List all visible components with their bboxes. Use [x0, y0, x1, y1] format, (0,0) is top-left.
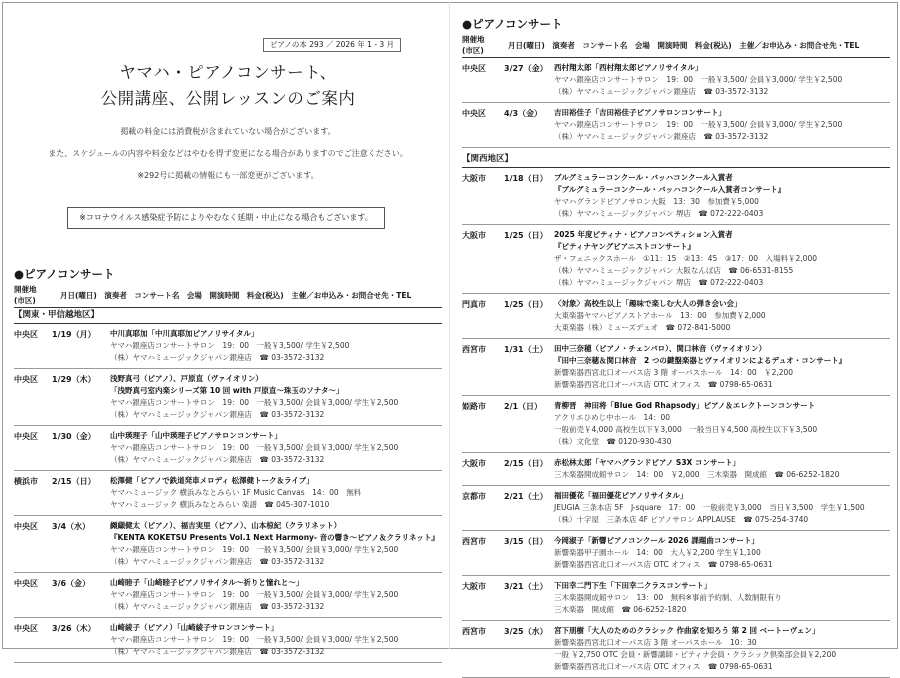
header-venue-right-line-2: (市区) [462, 46, 484, 55]
event-line: 吉田裕佳子「吉田裕佳子ピアノサロンコンサート」 [554, 108, 726, 117]
event-line: 三木楽器開成館サロン 14：00 ￥2,000 三木楽器 開成館 ☎ 06-6252-1820 [554, 470, 840, 479]
table-row [462, 396, 890, 453]
event-line: （株）ヤマハミュージックジャパン銀座店 ☎ 03-3572-3132 [110, 602, 325, 611]
event-line: 新響楽器西宮北口オーパス店 3 階 オーパスホール 10：30 [554, 638, 757, 647]
header-venue-right [462, 34, 485, 56]
event-line: 「浅野真弓室内楽シリーズ第 10 回 with 戸原直〜珠玉のソナタ〜」 [110, 386, 344, 395]
header-venue-line-2: (市区) [14, 296, 36, 305]
event-line: 今岡淑子「新響ピアノコンクール 2026 課題曲コンサート」 [554, 536, 759, 545]
event-city: 京都市 [462, 492, 486, 501]
event-date: 3/26（木） [52, 624, 96, 633]
left-events [14, 324, 442, 663]
event-city: 中央区 [14, 522, 38, 531]
table-row [14, 618, 442, 663]
event-details [110, 328, 442, 364]
event-date: 1/19（月） [52, 330, 96, 339]
event-date: 1/18（日） [504, 174, 548, 183]
event-details [554, 172, 890, 220]
event-line: 『KENTA KOKETSU Presents Vol.1 Next Harmony- 音の響き〜ピアノ＆クラリネット』 [110, 533, 439, 542]
event-line: （株）ヤマハミュージックジャパン 堺店 ☎ 072-222-0403 [554, 278, 764, 287]
event-line: ヤマハ銀座店コンサートサロン 19：00 一般￥3,500/ 会員￥3,000/ 学生￥2,500 [554, 75, 843, 84]
event-line: ヤマハ銀座店コンサートサロン 19：00 一般￥3,500/ 会員￥3,000/ 学生￥2,500 [110, 545, 399, 554]
table-row [462, 294, 890, 339]
event-line: 山中瑛理子「山中瑛理子ピアノサロンコンサート」 [110, 431, 282, 440]
event-line: 新響楽器西宮北口オーパス店 OTC オフィス ☎ 0798-65-0631 [554, 560, 773, 569]
event-line: 宮下朋樹「大人のためのクラシック 作曲家を知ろう 第 2 回 ベートーヴェン」 [554, 626, 820, 635]
event-line: （株）十字屋 三条本店 4F ピアノサロン APPLAUSE ☎ 075-254-3740 [554, 515, 809, 524]
event-line: （株）ヤマハミュージックジャパン 大阪なんば店 ☎ 06-6531-8155 [554, 266, 794, 275]
event-details [554, 62, 890, 98]
event-city: 西宮市 [462, 627, 486, 636]
event-date: 2/15（日） [52, 477, 96, 486]
event-line: 三木楽器 開成館 ☎ 06-6252-1820 [554, 605, 687, 614]
event-city: 姫路市 [462, 402, 486, 411]
event-details [110, 430, 442, 466]
event-date: 3/6（金） [52, 579, 91, 588]
event-line: JEUGIA 三条本店 5F J-square 17：00 一般前売￥3,000 当日￥3,500 学生￥1,500 [554, 503, 865, 512]
event-details [554, 400, 890, 448]
event-city: 中央区 [14, 330, 38, 339]
event-details [554, 535, 890, 571]
event-details [554, 457, 890, 481]
table-row [14, 369, 442, 426]
event-line: ヤマハ銀座店コンサートサロン 19：00 一般￥3,500/ 会員￥3,000/ 学生￥2,500 [110, 590, 399, 599]
event-line: ヤマハグランドピアノサロン大阪 13：30 参加費￥5,000 [554, 197, 759, 206]
left-concert-list [14, 266, 442, 663]
event-date: 1/30（金） [52, 432, 96, 441]
event-city: 門真市 [462, 300, 486, 309]
event-line: ヤマハ銀座店コンサートサロン 19：00 一般￥3,500/ 会員￥3,000/ 学生￥2,500 [110, 635, 399, 644]
event-details [554, 343, 890, 391]
event-city: 西宮市 [462, 345, 486, 354]
table-row [462, 168, 890, 225]
event-details [554, 298, 890, 334]
event-details [554, 107, 890, 143]
event-line: 田中三奈穂（ピアノ・チェンバロ）、関口林音（ヴァイオリン） [554, 344, 767, 353]
note-previous-issue: ※292号に掲載の情報にも一部変更がございます。 [137, 171, 319, 180]
event-line: ヤマハミュージック 横浜みなとみらい 楽譜 ☎ 045-307-1010 [110, 500, 330, 509]
covid-notice: ※コロナウイルス感染症予防によりやむなく延期・中止になる場合もございます。 [67, 207, 385, 229]
event-date: 4/3（金） [504, 109, 543, 118]
event-line: ヤマハ銀座店コンサートサロン 19：00 一般￥3,500/ 会員￥3,000/ 学生￥2,500 [110, 398, 399, 407]
header-venue [14, 284, 37, 306]
right-events [462, 168, 890, 678]
event-date: 2/21（土） [504, 492, 548, 501]
event-line: （株）ヤマハミュージックジャパン銀座店 ☎ 03-3572-3132 [554, 132, 769, 141]
table-row [14, 426, 442, 471]
event-line: 新響楽器甲子園ホール 14：00 大人￥2,200 学生￥1,100 [554, 548, 761, 557]
event-city: 中央区 [14, 624, 38, 633]
event-city: 西宮市 [462, 537, 486, 546]
table-row [14, 516, 442, 573]
event-date: 1/25（日） [504, 300, 548, 309]
event-city: 中央区 [14, 375, 38, 384]
event-city: 大阪市 [462, 174, 486, 183]
event-line: 新響楽器西宮北口オーパス店 OTC オフィス ☎ 0798-65-0631 [554, 662, 773, 671]
event-line: 〈対象〉高校生以上「趣味で楽しむ大人の弾き会い会」 [554, 299, 742, 308]
event-line: 『ブルグミュラーコンクール・バッハコンクール入賞者コンサート』 [554, 185, 786, 194]
event-date: 3/27（金） [504, 64, 548, 73]
event-city: 大阪市 [462, 582, 486, 591]
event-line: （株）ヤマハミュージックジャパン銀座店 ☎ 03-3572-3132 [110, 353, 325, 362]
event-line: 大東楽器ヤマハピアノストアホール 13：00 参加費￥2,000 [554, 311, 766, 320]
event-line: 福田優花「福田優花ピアノリサイタル」 [554, 491, 688, 500]
event-line: ヤマハ銀座店コンサートサロン 19：00 一般￥3,500/ 学生￥2,500 [110, 341, 350, 350]
event-line: 松澤健「ピアノで鉄道発車メロディ 松澤健トーク＆ライブ」 [110, 476, 314, 485]
event-city: 中央区 [462, 109, 486, 118]
event-city: 大阪市 [462, 459, 486, 468]
event-line: 浅野真弓（ピアノ）、戸原直（ヴァイオリン） [110, 374, 263, 383]
event-line: 赤松林太郎「ヤマハグランドピアノ S3X コンサート」 [554, 458, 740, 467]
event-details [110, 520, 442, 568]
event-line: 三木楽器開成館サロン 13：00 無料※事前予約制、人数制限有り [554, 593, 782, 602]
event-line: （株）ヤマハミュージックジャパン銀座店 ☎ 03-3572-3132 [110, 410, 325, 419]
right-concert-list [462, 16, 890, 678]
event-line: （株）ヤマハミュージックジャパン銀座店 ☎ 03-3572-3132 [110, 557, 325, 566]
header-venue-right-line-1: 開催地 [462, 35, 485, 44]
event-date: 3/25（水） [504, 627, 548, 636]
page-gutter [449, 2, 450, 649]
event-details [110, 373, 442, 421]
event-details [110, 475, 442, 511]
table-row [462, 58, 890, 103]
event-line: 山崎綾子（ピアノ）「山崎綾子サロンコンサート」 [110, 623, 279, 632]
event-details [554, 625, 890, 673]
event-line: ヤマハ銀座店コンサートサロン 19：00 一般￥3,500/ 会員￥3,000/ 学生￥2,500 [110, 443, 399, 452]
event-line: ブルグミュラーコンクール・バッハコンクール入賞者 [554, 173, 733, 182]
table-header-right [462, 34, 890, 58]
table-row [14, 471, 442, 516]
header-venue-line-1: 開催地 [14, 285, 37, 294]
event-date: 1/29（木） [52, 375, 96, 384]
event-line: 山崎睦子「山崎睦子ピアノリサイタル〜祈りと憧れと〜」 [110, 578, 304, 587]
event-line: 『田中三奈穂＆関口林音 2 つの鍵盤楽器とヴァイオリンによるデュオ・コンサート』 [554, 356, 847, 365]
event-line: 新響楽器西宮北口オーパス店 3 階 オーパスホール 14：00 ￥2,200 [554, 368, 794, 377]
event-line: 2025 年度ピティナ・ピアノコンペティション入賞者 [554, 230, 733, 239]
region-kansai: 【関西地区】 [462, 152, 890, 168]
table-row [14, 573, 442, 618]
event-line: 青柳晋 神田将「Blue God Rhapsody」ピアノ＆エレクトーンコンサート [554, 401, 816, 410]
table-row [14, 324, 442, 369]
table-row [462, 103, 890, 148]
event-line: （株）ヤマハミュージックジャパン銀座店 ☎ 03-3572-3132 [110, 647, 325, 656]
table-row [462, 453, 890, 486]
event-line: （株）ヤマハミュージックジャパン 堺店 ☎ 072-222-0403 [554, 209, 764, 218]
section-title-left: ●ピアノコンサート [14, 267, 115, 281]
event-line: 大東楽器（株）ミューズデュオ ☎ 072-841-5000 [554, 323, 731, 332]
event-date: 3/15（日） [504, 537, 548, 546]
event-line: ヤマハミュージック 横浜みなとみらい 1F Music Canvas 14：00 無料 [110, 488, 362, 497]
table-header-left [14, 284, 442, 308]
table-row [462, 576, 890, 621]
event-date: 3/21（土） [504, 582, 548, 591]
event-date: 2/1（日） [504, 402, 543, 411]
event-line: ヤマハ銀座店コンサートサロン 19：00 一般￥3,500/ 会員￥3,000/ 学生￥2,500 [554, 120, 843, 129]
event-line: 西村翔太郎「西村翔太郎ピアノリサイタル」 [554, 63, 703, 72]
event-line: 纐纈健太（ピアノ）、福吉実里（ピアノ）、山本椋紀（クラリネット） [110, 521, 342, 530]
page-title-line-2: 公開講座、公開レッスンのご案内 [100, 89, 356, 108]
table-row [462, 339, 890, 396]
region-kanto: 【関東・甲信越地区】 [14, 308, 442, 324]
table-row [462, 486, 890, 531]
event-line: 下田幸二門下生「下田幸二クラスコンサート」 [554, 581, 712, 590]
event-details [554, 229, 890, 289]
table-row [462, 225, 890, 294]
event-line: （株）ヤマハミュージックジャパン銀座店 ☎ 03-3572-3132 [110, 455, 325, 464]
event-date: 2/15（日） [504, 459, 548, 468]
table-row [462, 621, 890, 678]
event-city: 大阪市 [462, 231, 486, 240]
section-title-right: ●ピアノコンサート [462, 17, 563, 31]
page-title-line-1: ヤマハ・ピアノコンサート、 [119, 63, 337, 82]
event-line: （株）ヤマハミュージックジャパン銀座店 ☎ 03-3572-3132 [554, 87, 769, 96]
event-line: アクリエひめじ中ホール 14：00 [554, 413, 671, 422]
event-line: 新響楽器西宮北口オーパス店 OTC オフィス ☎ 0798-65-0631 [554, 380, 773, 389]
event-city: 中央区 [462, 64, 486, 73]
event-city: 横浜市 [14, 477, 38, 486]
header-columns-right: 月日(曜日) 演奏者 コンサート名 会場 開演時間 料金(税込) 主催／お申込み・お問合せ先・TEL [508, 41, 860, 50]
note-tax: 掲載の料金には消費税が含まれていない場合がございます。 [120, 127, 336, 136]
event-line: 中川真耶加「中川真耶加ピアノリサイタル」 [110, 329, 259, 338]
event-details [110, 577, 442, 613]
event-line: 一般前売￥4,000 高校生以下￥3,000 一般当日￥4,500 高校生以下￥3,500 [554, 425, 818, 434]
event-details [110, 622, 442, 658]
event-line: 一般 ￥2,750 OTC 会員・新響講師・ピティナ会員・クラシック倶楽部会員￥2,200 [554, 650, 837, 659]
page-title [14, 60, 442, 112]
event-details [554, 490, 890, 526]
event-line: ザ・フェニックスホール ①11：15 ②13：45 ③17：00 入場料￥2,000 [554, 254, 818, 263]
event-details [554, 580, 890, 616]
table-row [462, 531, 890, 576]
event-date: 1/31（土） [504, 345, 548, 354]
issue-label: ピアノの本 293 ／ 2026 年 1 - 3 月 [263, 38, 401, 52]
event-date: 3/4（水） [52, 522, 91, 531]
event-city: 中央区 [14, 432, 38, 441]
notes [14, 126, 442, 192]
header-columns: 月日(曜日) 演奏者 コンサート名 会場 開演時間 料金(税込) 主催／お申込み・お問合せ先・TEL [60, 291, 412, 300]
event-line: 『ピティナヤングピアニストコンサート』 [554, 242, 695, 251]
event-line: （株）文化堂 ☎ 0120-930-430 [554, 437, 672, 446]
note-change: また、スケジュールの内容や料金などはやむを得ず変更になる場合がありますのでご注意ください。 [48, 149, 408, 158]
event-date: 1/25（日） [504, 231, 548, 240]
event-city: 中央区 [14, 579, 38, 588]
right-top-events [462, 58, 890, 148]
